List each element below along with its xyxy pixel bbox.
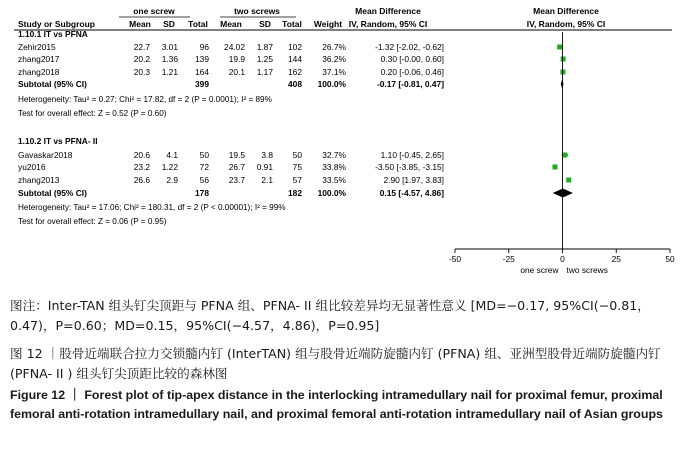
x-tick-label: -50	[448, 254, 462, 264]
favours-left-label: one screw	[520, 265, 559, 275]
study-marker	[561, 57, 566, 62]
study-mean-1: 26.6	[133, 175, 150, 185]
study-mean-1: 20.6	[133, 150, 150, 160]
x-tick-label: 0	[560, 254, 565, 264]
effect-header-left: Mean Difference	[355, 6, 421, 16]
group-two-header: two screws	[234, 6, 280, 16]
study-name: yu2016	[18, 162, 46, 172]
study-sd-1: 4.1	[166, 150, 178, 160]
x-tick-label: 50	[665, 254, 675, 264]
study-sd-1: 3.01	[161, 42, 178, 52]
col-total-1: Total	[188, 19, 208, 29]
subtotal-weight: 100.0%	[317, 188, 346, 198]
study-sd-1: 2.9	[166, 175, 178, 185]
study-weight: 26.7%	[322, 42, 346, 52]
subgroup-title: 1.10.1 IT vs PFNA	[18, 29, 88, 39]
subtotal-total-2: 182	[288, 188, 302, 198]
study-ci-text: 0.30 [-0.00, 0.60]	[380, 54, 444, 64]
study-mean-1: 20.2	[133, 54, 150, 64]
study-name: zhang2013	[18, 175, 60, 185]
col-study: Study or Subgroup	[18, 19, 95, 29]
study-sd-2: 1.87	[256, 42, 273, 52]
group-one-header: one screw	[133, 6, 175, 16]
col-total-2: Total	[282, 19, 302, 29]
study-total-2: 162	[288, 67, 302, 77]
subtotal-total-1: 178	[195, 188, 209, 198]
col-sd-1: SD	[163, 19, 175, 29]
study-name: zhang2018	[18, 67, 60, 77]
figure-note: 图注：Inter-TAN 组头钉尖顶距与 PFNA 组、PFNA- II 组比较差异均无显著性意义 [MD=−0.17, 95%CI(−0.81，0.47)，P=0.60；MD=0.15，95%CI(−4.57，4.86)，P=0.95]	[10, 298, 650, 333]
heterogeneity-text: Heterogeneity: Tau² = 17.06; Chi² = 180.31, df = 2 (P < 0.00001); I² = 99%	[18, 203, 286, 212]
study-mean-1: 20.3	[133, 67, 150, 77]
study-ci-text: 0.20 [-0.06, 0.46]	[380, 67, 444, 77]
study-name: zhang2017	[18, 54, 60, 64]
subtotal-total-1: 399	[195, 79, 209, 89]
study-name: Zehir2015	[18, 42, 56, 52]
study-sd-2: 1.17	[256, 67, 273, 77]
subtotal-total-2: 408	[288, 79, 302, 89]
study-mean-2: 24.02	[224, 42, 245, 52]
col-method-left: IV, Random, 95% CI	[348, 19, 428, 29]
study-sd-2: 3.8	[261, 150, 273, 160]
subtotal-label: Subtotal (95% CI)	[18, 188, 87, 198]
study-total-2: 144	[288, 54, 302, 64]
subgroup-title: 1.10.2 IT vs PFNA- II	[18, 136, 98, 146]
overall-effect-text: Test for overall effect: Z = 0.06 (P = 0.95)	[18, 217, 167, 226]
study-total-1: 139	[195, 54, 209, 64]
study-marker	[557, 45, 562, 50]
study-ci-text: 1.10 [-0.45, 2.65]	[380, 150, 444, 160]
study-mean-1: 22.7	[133, 42, 150, 52]
study-total-2: 57	[292, 175, 302, 185]
overall-effect-text: Test for overall effect: Z = 0.52 (P = 0.60)	[18, 109, 167, 118]
subtotal-label: Subtotal (95% CI)	[18, 79, 87, 89]
subtotal-ci-text: 0.15 [-4.57, 4.86]	[379, 188, 444, 198]
heterogeneity-text: Heterogeneity: Tau² = 0.27; Chi² = 17.82, df = 2 (P = 0.0001); I² = 89%	[18, 95, 272, 104]
x-tick-label: -25	[502, 254, 515, 264]
study-marker	[566, 178, 571, 183]
study-ci-text: 2.90 [1.97, 3.83]	[383, 175, 444, 185]
subtotal-weight: 100.0%	[317, 79, 346, 89]
study-mean-2: 26.7	[228, 162, 245, 172]
col-weight: Weight	[313, 19, 343, 29]
study-weight: 33.5%	[322, 175, 346, 185]
x-tick-label: 25	[611, 254, 621, 264]
study-marker	[562, 153, 567, 158]
study-marker	[552, 165, 557, 170]
study-total-1: 72	[199, 162, 209, 172]
study-total-2: 75	[292, 162, 302, 172]
study-total-1: 164	[195, 67, 209, 77]
study-total-1: 56	[199, 175, 209, 185]
effect-header-right: Mean Difference	[533, 6, 599, 16]
study-total-2: 50	[292, 150, 302, 160]
study-mean-2: 23.7	[228, 175, 245, 185]
study-sd-1: 1.36	[161, 54, 178, 64]
study-mean-2: 19.5	[228, 150, 245, 160]
study-ci-text: -1.32 [-2.02, -0.62]	[375, 42, 444, 52]
study-weight: 32.7%	[322, 150, 346, 160]
figure-caption-en: Figure 12 ｜ Forest plot of tip-apex distance in the interlocking intramedullary nail for proximal femur, proximal femoral anti-rotation intramedullary nail, and proximal femoral anti-rotation intramedullary nail of Asian groups	[10, 388, 663, 421]
study-sd-2: 2.1	[261, 175, 273, 185]
study-weight: 37.1%	[322, 67, 346, 77]
study-sd-2: 1.25	[256, 54, 273, 64]
col-sd-2: SD	[259, 19, 271, 29]
col-mean-2: Mean	[220, 19, 242, 29]
study-weight: 33.8%	[322, 162, 346, 172]
figure-caption-zh: 图 12 ｜股骨近端联合拉力交锁髓内钉 (InterTAN) 组与股骨近端防旋髓内钉 (PFNA) 组、亚洲型股骨近端防旋髓内钉 (PFNA- II ) 组头钉尖顶距比较的森林图	[10, 346, 661, 381]
favours-right-label: two screws	[566, 265, 608, 275]
study-sd-1: 1.21	[161, 67, 178, 77]
study-mean-2: 20.1	[228, 67, 245, 77]
study-mean-2: 19.9	[228, 54, 245, 64]
col-method-right: IV, Random, 95% CI	[526, 19, 606, 29]
col-mean-1: Mean	[129, 19, 151, 29]
study-total-2: 102	[288, 42, 302, 52]
study-sd-2: 0.91	[256, 162, 273, 172]
study-total-1: 96	[199, 42, 209, 52]
subtotal-ci-text: -0.17 [-0.81, 0.47]	[376, 79, 444, 89]
study-weight: 36.2%	[322, 54, 346, 64]
study-name: Gavaskar2018	[18, 150, 73, 160]
study-total-1: 50	[199, 150, 209, 160]
study-ci-text: -3.50 [-3.85, -3.15]	[375, 162, 444, 172]
study-sd-1: 1.22	[161, 162, 178, 172]
study-mean-1: 23.2	[133, 162, 150, 172]
